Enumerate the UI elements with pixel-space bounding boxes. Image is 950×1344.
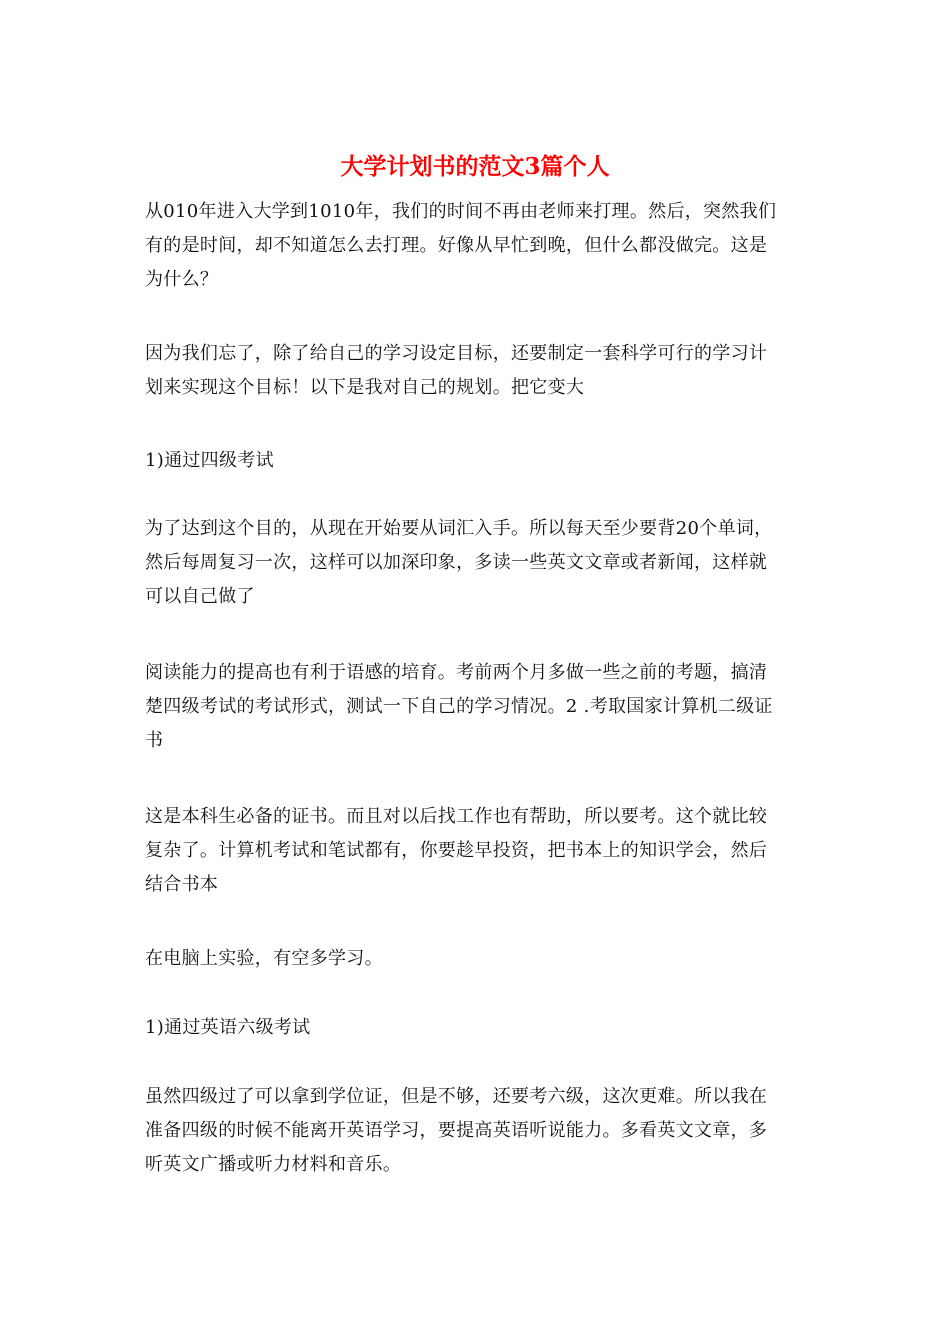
paragraph-5-line-1: 这是本科生必备的证书。而且对以后找工作也有帮助，所以要考。这个就比较 <box>145 806 768 827</box>
paragraph-5-line-3: 结合书本 <box>145 874 219 895</box>
paragraph-1-line-1: 从010年进入大学到1010年，我们的时间不再由老师来打理。然后，突然我们 <box>145 201 777 222</box>
paragraph-7 <box>145 1080 810 1182</box>
paragraph-3 <box>145 512 810 614</box>
paragraph-2 <box>145 337 810 405</box>
paragraph-4-line-2: 楚四级考试的考试形式，测试一下自己的学习情况。2 .考取国家计算机二级证 <box>145 696 773 717</box>
paragraph-7-line-2: 准备四级的时候不能离开英语学习，要提高英语听说能力。多看英文文章，多 <box>145 1120 768 1141</box>
paragraph-3-line-2: 然后每周复习一次，这样可以加深印象，多读一些英文文章或者新闻，这样就 <box>145 552 768 573</box>
paragraph-2-line-1: 因为我们忘了，除了给自己的学习设定目标，还要制定一套科学可行的学习计 <box>145 343 768 364</box>
paragraph-3-line-1: 为了达到这个目的，从现在开始要从词汇入手。所以每天至少要背20个单词， <box>145 518 773 539</box>
paragraph-5 <box>145 800 810 902</box>
paragraph-3-line-3: 可以自己做了 <box>145 586 255 607</box>
heading-cet4-text: 1)通过四级考试 <box>145 450 274 471</box>
paragraph-7-line-3: 听英文广播或听力材料和音乐。 <box>145 1154 402 1175</box>
paragraph-1-line-2: 有的是时间，却不知道怎么去打理。好像从早忙到晚，但什么都没做完。这是 <box>145 235 768 256</box>
paragraph-7-line-1: 虽然四级过了可以拿到学位证，但是不够，还要考六级，这次更难。所以我在 <box>145 1086 768 1107</box>
paragraph-4-line-3: 书 <box>145 730 164 751</box>
paragraph-2-line-2: 划来实现这个目标！以下是我对自己的规划。把它变大 <box>145 377 585 398</box>
heading-cet4 <box>145 444 810 478</box>
paragraph-6-line-1: 在电脑上实验，有空多学习。 <box>145 948 383 969</box>
paragraph-1 <box>145 195 810 297</box>
paragraph-4 <box>145 656 810 758</box>
paragraph-6 <box>145 942 810 976</box>
heading-cet6-text: 1)通过英语六级考试 <box>145 1017 311 1038</box>
heading-cet6 <box>145 1011 810 1045</box>
paragraph-1-line-3: 为什么？ <box>145 269 219 290</box>
document-title: 大学计划书的范文3篇个人 <box>340 153 610 180</box>
paragraph-5-line-2: 复杂了。计算机考试和笔试都有，你要趁早投资，把书本上的知识学会，然后 <box>145 840 768 861</box>
paragraph-4-line-1: 阅读能力的提高也有利于语感的培育。考前两个月多做一些之前的考题，搞清 <box>145 662 768 683</box>
